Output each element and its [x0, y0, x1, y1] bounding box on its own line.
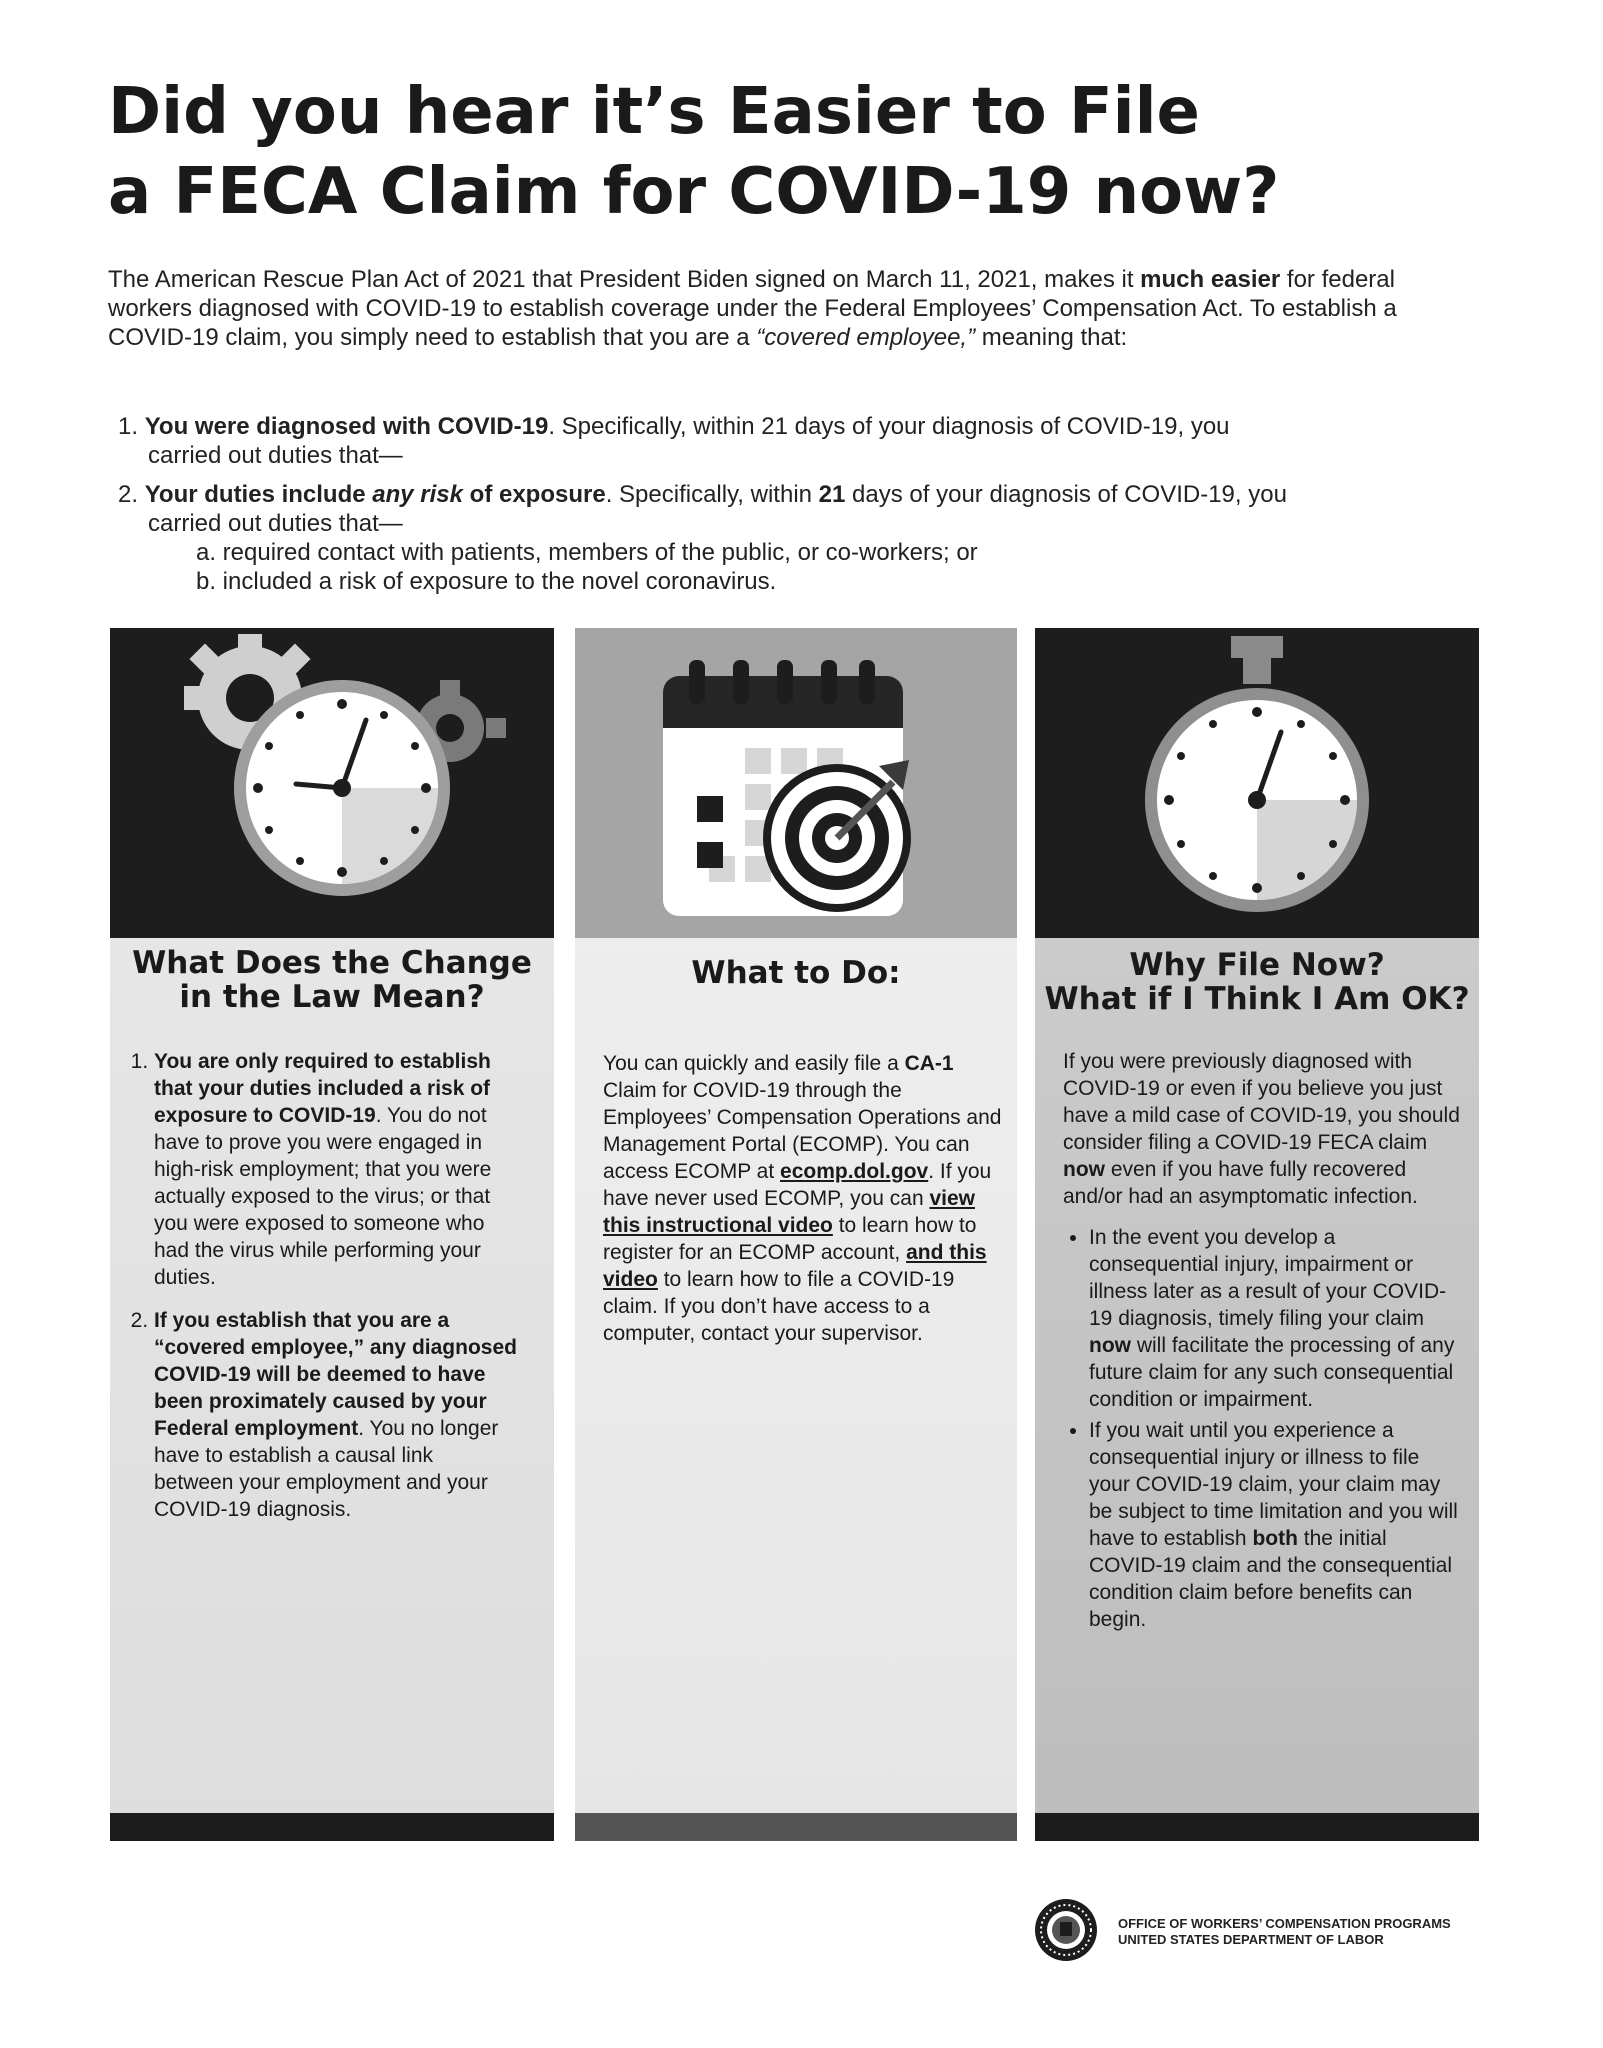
column-1-heading-line-1: What Does the Change [132, 945, 532, 981]
column-2-text-3: . If you have never used ECOMP, you can [603, 1160, 992, 1210]
requirement-2 [118, 480, 1458, 596]
requirement-2-bold-b: of exposure [463, 481, 606, 508]
requirements-list [118, 412, 1458, 606]
requirement-2-continuation: carried out duties that— [148, 510, 403, 537]
column-1-item-2-bold: If you establish that you are a “covered employee,” any diagnosed COVID-19 will be deemed to have been proximately caused by your Federal employment [154, 1309, 517, 1440]
requirement-1 [118, 412, 1458, 470]
column-3-bullet-2-text-b: the initial COVID-19 claim and the consequential condition claim before benefits can begin. [1089, 1527, 1453, 1631]
column-what-to-do [575, 628, 1017, 1841]
footer-text [1118, 1916, 1451, 1948]
requirement-2-text-b: days of your diagnosis of COVID-19, you [845, 481, 1287, 508]
title-line-2: a FECA Claim for COVID-19 now? [108, 155, 1280, 229]
intro-text-3: meaning that: [975, 324, 1128, 351]
calendar-target-illustration [575, 628, 1017, 938]
column-2-footer-bar [575, 1813, 1017, 1841]
ecomp-link[interactable]: ecomp.dol.gov [780, 1160, 929, 1183]
requirement-2-bold-italic: any risk [372, 481, 463, 508]
requirement-2-sub-b: b. included a risk of exposure to the novel coronavirus. [196, 568, 777, 595]
column-1-item-2 [154, 1307, 518, 1523]
calendar-target-icon [575, 628, 1017, 938]
column-2-text-5: to learn how to file a COVID-19 claim. If you don’t have access to a computer, contact your supervisor. [603, 1268, 955, 1345]
column-3-p1-end: even if you have fully recovered and/or had an asymptomatic infection. [1063, 1158, 1418, 1208]
column-3-paragraph [1063, 1048, 1463, 1210]
column-2-text-4: to learn how to register for an ECOMP account, [603, 1214, 977, 1264]
column-3-heading [1035, 948, 1479, 1016]
stopwatch-illustration [1035, 628, 1479, 938]
column-2-heading: What to Do: [691, 955, 901, 991]
requirement-1-continuation: carried out duties that— [148, 442, 403, 469]
column-3-p1-text: If you were previously diagnosed with COVID-19 or even if you believe you just have a mild case of COVID-19, you should consider filing a COVID-19 FECA claim [1063, 1050, 1460, 1154]
column-3-bullet-1 [1089, 1224, 1463, 1413]
title-line-1: Did you hear it’s Easier to File [108, 75, 1200, 149]
column-1-item-1 [154, 1048, 518, 1291]
intro-paragraph [108, 265, 1408, 352]
column-3-bullet-2-bold: both [1252, 1527, 1298, 1550]
column-3-heading-line-1: Why File Now? [1129, 947, 1385, 983]
column-2-body [603, 1050, 1003, 1347]
column-change-in-law [110, 628, 554, 1841]
column-3-bullet-2 [1089, 1417, 1463, 1633]
column-2-text-1: You can quickly and easily file a [603, 1052, 905, 1075]
column-3-p1-bold: now [1063, 1158, 1105, 1181]
requirement-2-bold-a: Your duties include [144, 481, 373, 508]
column-3-bullet-1-text-b: will facilitate the processing of any future claim for any such consequential condition or impairment. [1089, 1334, 1455, 1411]
column-3-body [1063, 1048, 1463, 1637]
column-1-heading [110, 946, 554, 1014]
footer-line-1: OFFICE OF WORKERS’ COMPENSATION PROGRAMS [1118, 1916, 1451, 1931]
intro-bold-much-easier: much easier [1140, 266, 1281, 293]
column-3-bullet-1-text-a: In the event you develop a consequential injury, impairment or illness later as a result of your COVID-19 diagnosis, timely filing your claim [1089, 1226, 1447, 1330]
column-1-footer-bar [110, 1813, 554, 1841]
requirement-1-bold: You were diagnosed with COVID-19 [144, 413, 549, 440]
stopwatch-icon [1035, 628, 1479, 938]
intro-italic-covered-employee: “covered employee,” [756, 324, 976, 351]
column-1-item-2-text: . You no longer have to establish a causal link between your employment and your COVID-19 diagnosis. [154, 1417, 499, 1521]
column-1-body [128, 1048, 518, 1539]
footer [1034, 1898, 1484, 1962]
column-3-bullet-2-text-a: If you wait until you experience a consequential injury or illness to file your COVID-19 claim, your claim may be subject to time limitation and you will have to establish [1089, 1419, 1458, 1550]
instructional-video-link[interactable]: view this instructional video [603, 1187, 975, 1237]
column-3-bullet-1-bold: now [1089, 1334, 1131, 1357]
intro-text-2: for federal workers diagnosed with COVID-19 to establish coverage under the Federal Employees’ Compensation Act. To establish a COVID-19 claim, you simply need to establish that you are a [108, 266, 1397, 351]
requirement-2-number: 2. [118, 481, 139, 508]
gears-clock-illustration [110, 628, 554, 938]
footer-line-2: UNITED STATES DEPARTMENT OF LABOR [1118, 1932, 1384, 1947]
requirement-1-number: 1. [118, 413, 139, 440]
column-1-item-1-text: . You do not have to prove you were engaged in high-risk employment; that you were actually exposed to the virus; or that you were exposed to someone who had the virus while performing your duties. [154, 1104, 492, 1289]
column-1-item-1-bold: You are only required to establish that your duties included a risk of exposure to COVID-19 [154, 1050, 491, 1127]
column-1-heading-line-2: in the Law Mean? [179, 979, 485, 1015]
column-why-file-now [1035, 628, 1479, 1841]
requirement-1-text: . Specifically, within 21 days of your diagnosis of COVID-19, you [548, 413, 1230, 440]
requirement-2-bold-21: 21 [818, 481, 846, 508]
second-video-link[interactable]: and this video [603, 1241, 987, 1291]
department-of-labor-seal-icon [1034, 1898, 1098, 1962]
gears-clock-icon [110, 628, 554, 938]
page-title [108, 72, 1508, 232]
column-3-heading-line-2: What if I Think I Am OK? [1044, 981, 1470, 1017]
intro-text-1: The American Rescue Plan Act of 2021 that President Biden signed on March 11, 2021, makes it [108, 266, 1141, 293]
column-2-text-2: Claim for COVID-19 through the Employees’ Compensation Operations and Management Portal (ECOMP). You can access ECOMP at [603, 1079, 1002, 1183]
column-3-footer-bar [1035, 1813, 1479, 1841]
requirement-2-sub-a: a. required contact with patients, members of the public, or co-workers; or [196, 539, 978, 566]
requirement-2-text-a: . Specifically, within [605, 481, 819, 508]
column-2-bold-ca1: CA-1 [904, 1052, 954, 1075]
